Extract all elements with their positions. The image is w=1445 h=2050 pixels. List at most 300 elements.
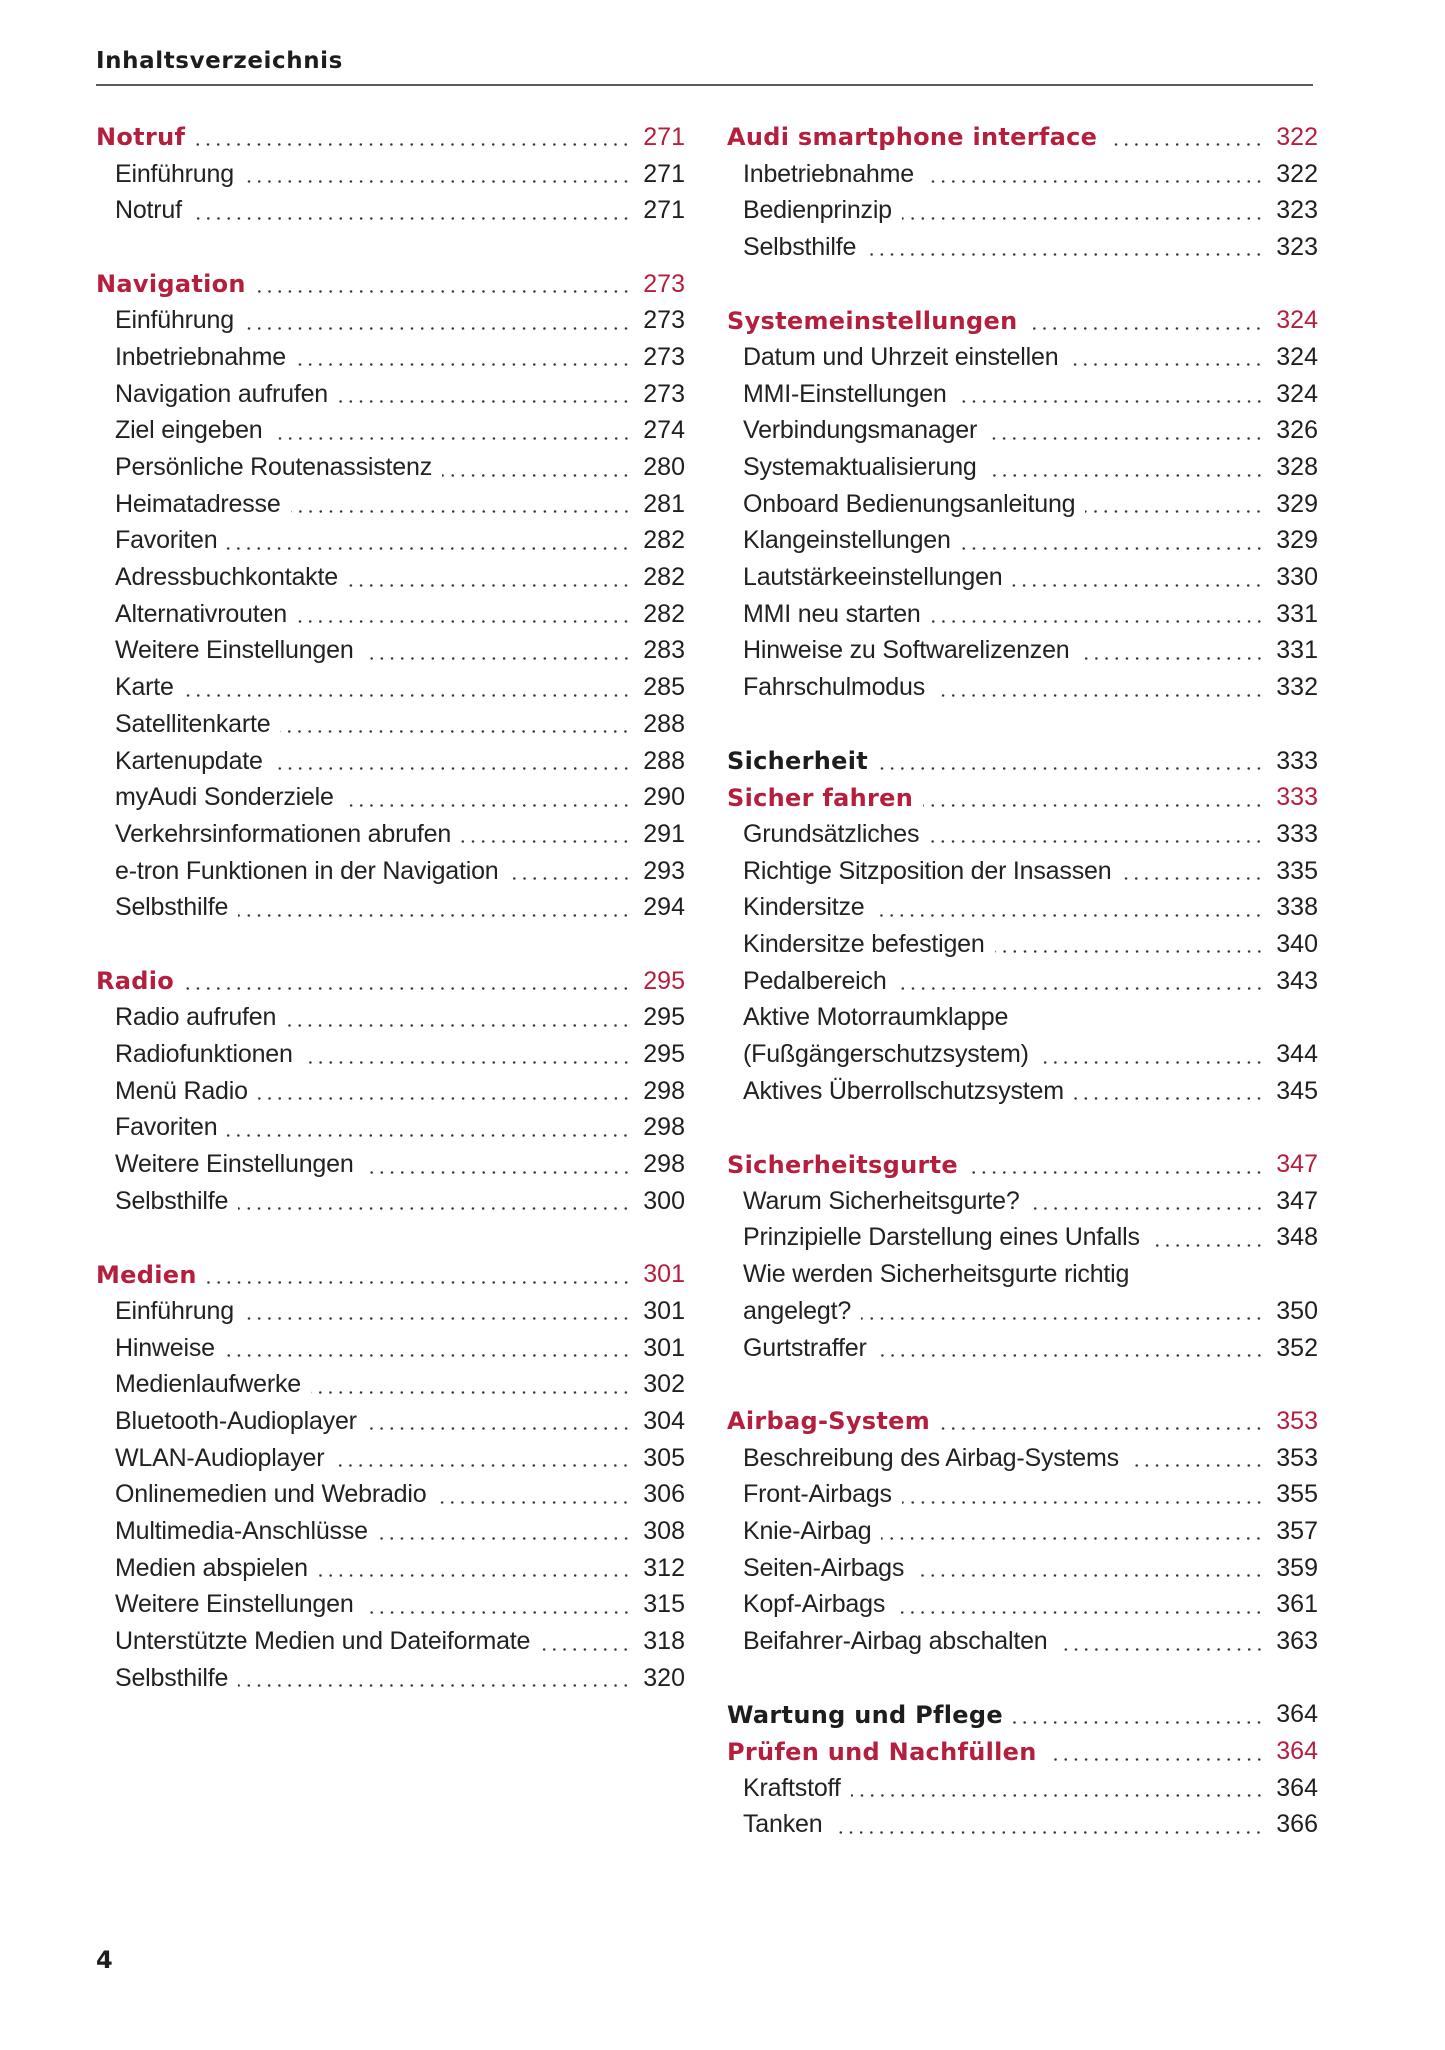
toc-entry[interactable] [96,1403,685,1440]
entry-title: Radio aufrufen [115,1003,277,1032]
toc-entry[interactable] [727,376,1318,413]
entry-title: Selbsthilfe [743,232,857,261]
toc-entry[interactable] [727,1550,1318,1587]
toc-entry[interactable] [96,596,685,633]
toc-entry[interactable] [96,706,685,743]
dot-leader [1139,1257,1264,1293]
entry-title: Lautstärkeeinstellungen [743,563,1003,592]
toc-entry[interactable] [727,816,1318,853]
entry-title: Adressbuchkontakte [115,563,338,592]
page-reference: 331 [1276,599,1318,628]
toc-entry[interactable] [96,1587,685,1624]
entry-title: Einführung [115,1296,234,1325]
dot-leader [291,486,631,522]
toc-section-heading[interactable] [96,266,685,303]
toc-entry[interactable] [96,633,685,670]
toc-section-heading[interactable] [96,1256,685,1293]
entry-title: Menü Radio [115,1076,248,1105]
toc-entry[interactable] [96,1110,685,1147]
dot-leader [184,670,631,706]
entry-title: WLAN-Audioplayer [115,1443,325,1472]
toc-entry[interactable] [727,1293,1318,1330]
page-reference: 343 [1276,966,1318,995]
toc-entry[interactable] [96,743,685,780]
toc-entry[interactable] [727,1476,1318,1513]
entry-title: angelegt? [743,1296,852,1325]
entry-title: Wie werden Sicherheitsgurte richtig [743,1260,1130,1289]
page-reference: 288 [643,709,685,738]
dot-leader [184,963,631,999]
dot-leader [968,1147,1264,1183]
entry-title: Gurtstraffer [743,1333,867,1362]
entry-title: Bluetooth-Audioplayer [115,1406,357,1435]
page-reference: 329 [1276,526,1318,555]
toc-entry[interactable] [727,1330,1318,1367]
toc-section-heading[interactable] [727,302,1318,339]
dot-leader [238,1183,631,1219]
page-reference: 295 [643,966,685,995]
spacer [727,1110,1318,1147]
page-reference: 328 [1276,453,1318,482]
toc-entry[interactable] [727,633,1318,670]
dot-leader [902,193,1264,229]
dot-leader [1085,486,1264,522]
page-reference: 305 [643,1443,685,1472]
toc-entry[interactable] [96,486,685,523]
dot-leader [238,1660,631,1696]
page-reference: 347 [1276,1150,1318,1179]
toc-entry[interactable] [96,1513,685,1550]
entry-title: Alternativrouten [115,599,287,628]
toc-entry[interactable] [96,1476,685,1513]
dot-leader [861,1293,1264,1329]
entry-title: Unterstützte Medien und Dateiformate [115,1627,531,1656]
page-reference: 323 [1276,232,1318,261]
page-reference: 295 [643,1040,685,1069]
toc-entry[interactable] [727,963,1318,1000]
entry-title: Notruf [115,196,182,225]
toc-entry[interactable] [96,1293,685,1330]
dot-leader [987,450,1264,486]
entry-title: Weitere Einstellungen [115,1150,354,1179]
entry-title: Ziel eingeben [115,416,263,445]
toc-entry[interactable] [96,889,685,926]
page-reference: 361 [1276,1590,1318,1619]
dot-leader [995,926,1264,962]
toc-entry[interactable] [96,1330,685,1367]
page-reference: 326 [1276,416,1318,445]
dot-leader [866,229,1264,265]
entry-title: Heimatadresse [115,489,281,518]
toc-section-heading[interactable] [727,779,1318,816]
entry-title: Grundsätzliches [743,819,920,848]
toc-entry[interactable] [96,1036,685,1073]
dot-leader [897,963,1264,999]
dot-leader [1039,1037,1264,1073]
page-reference: 353 [1276,1443,1318,1472]
dot-leader [207,1257,631,1293]
toc-entry[interactable] [727,596,1318,633]
dot-leader [1150,1220,1264,1256]
dot-leader [1080,633,1264,669]
toc-entry[interactable] [96,1183,685,1220]
dot-leader [227,1110,631,1146]
dot-leader [1013,1697,1264,1733]
toc-entry[interactable] [727,1036,1318,1073]
dot-leader [364,1147,631,1183]
page-reference: 315 [643,1590,685,1619]
entry-title: Weitere Einstellungen [115,1590,354,1619]
entry-title: Onlinemedien und Webradio [115,1480,427,1509]
page-reference: 352 [1276,1333,1318,1362]
dot-leader [1129,1440,1264,1476]
toc-section-heading[interactable] [727,1403,1318,1440]
dot-leader [436,1477,631,1513]
entry-title: Fahrschulmodus [743,673,926,702]
toc-entry[interactable] [96,1660,685,1697]
page-reference: 282 [643,599,685,628]
page-reference: 306 [643,1480,685,1509]
toc-entry[interactable] [727,1440,1318,1477]
entry-title: Datum und Uhrzeit einstellen [743,342,1059,371]
dot-leader [195,119,631,155]
dot-leader [902,1477,1264,1513]
entry-title: Systemaktualisierung [743,453,977,482]
page-reference: 333 [1276,819,1318,848]
toc-left-column [96,119,685,1697]
entry-title: Favoriten [115,1113,218,1142]
page-reference: 271 [643,122,685,151]
page-reference: 298 [643,1113,685,1142]
entry-title: Seiten-Airbags [743,1553,905,1582]
entry-title: Verbindungsmanager [743,416,978,445]
entry-title: Front-Airbags [743,1480,892,1509]
dot-leader [878,743,1264,779]
dot-leader [273,743,631,779]
entry-title: Pedalbereich [743,966,887,995]
entry-title: Verkehrsinformationen abrufen [115,819,452,848]
page-reference: 301 [643,1296,685,1325]
dot-leader [273,413,631,449]
page-reference: 350 [1276,1296,1318,1325]
dot-leader [258,1073,631,1109]
toc-entry[interactable] [96,1440,685,1477]
dot-leader [338,376,631,412]
toc-entry[interactable] [727,229,1318,266]
entry-title: Kindersitze [743,893,865,922]
dot-leader [334,1440,631,1476]
entry-title: Aktives Überrollschutzsystem [743,1076,1064,1105]
entry-title: Tanken [743,1810,823,1839]
dot-leader [1074,1073,1264,1109]
toc-entry[interactable] [96,339,685,376]
dot-leader [929,816,1264,852]
page-reference: 324 [1276,342,1318,371]
toc-entry[interactable] [96,853,685,890]
toc-entry[interactable] [727,1073,1318,1110]
section-title: Sicherheit [727,747,868,776]
dot-leader [509,853,631,889]
entry-title: Karte [115,673,174,702]
entry-title: myAudi Sonderziele [115,783,334,812]
page-reference: 329 [1276,489,1318,518]
toc-entry[interactable] [727,339,1318,376]
toc-entry[interactable] [727,1220,1318,1257]
entry-title: Medienlaufwerke [115,1370,301,1399]
entry-title: Inbetriebnahme [115,342,286,371]
page-reference: 344 [1276,1040,1318,1069]
page-reference: 294 [643,893,685,922]
page-reference: 301 [643,1333,685,1362]
dot-leader [244,1293,631,1329]
page-reference: 366 [1276,1810,1318,1839]
dot-leader [238,890,631,926]
dot-leader [877,1330,1264,1366]
toc-entry[interactable] [96,1623,685,1660]
toc-entry[interactable] [96,523,685,560]
page-reference: 323 [1276,196,1318,225]
spacer [96,229,685,266]
toc-section-heading[interactable] [727,1146,1318,1183]
section-title: Navigation [96,270,246,299]
dot-leader [1012,560,1264,596]
dot-leader [225,1330,631,1366]
entry-title: Beifahrer-Airbag abschalten [743,1627,1048,1656]
page-reference: 291 [643,819,685,848]
dot-leader [348,560,631,596]
toc-entry[interactable] [96,192,685,229]
entry-title: Einführung [115,306,234,335]
page-reference: 290 [643,783,685,812]
entry-title: Radiofunktionen [115,1040,293,1069]
page-reference: 318 [643,1627,685,1656]
toc-entry[interactable] [727,559,1318,596]
toc-entry[interactable] [727,156,1318,193]
dot-leader [367,1403,631,1439]
page-reference: 324 [1276,306,1318,335]
page-reference: 285 [643,673,685,702]
toc-entry[interactable] [96,1073,685,1110]
entry-title: Selbsthilfe [115,1186,229,1215]
dot-leader [940,1403,1264,1439]
toc-entry[interactable] [727,1587,1318,1624]
entry-title: Weitere Einstellungen [115,636,354,665]
dot-leader [957,376,1264,412]
page-reference: 320 [643,1663,685,1692]
dot-leader [378,1513,631,1549]
toc-entry[interactable] [96,1366,685,1403]
dot-leader [1047,1734,1264,1770]
page-header [96,46,1313,76]
dot-leader [286,1000,631,1036]
toc-entry[interactable] [727,449,1318,486]
entry-title: Richtige Sitzposition der Insassen [743,856,1112,885]
dot-leader [318,1550,631,1586]
page-reference: 324 [1276,379,1318,408]
page-reference: 300 [643,1186,685,1215]
toc-section-heading[interactable] [96,963,685,1000]
toc-entry[interactable] [727,1183,1318,1220]
toc-section-heading[interactable] [727,1733,1318,1770]
section-title: Wartung und Pflege [727,1700,1003,1729]
spacer [727,1366,1318,1403]
page-reference: 363 [1276,1627,1318,1656]
entry-title: Medien abspielen [115,1553,308,1582]
page-reference: 330 [1276,563,1318,592]
page-reference: 271 [643,159,685,188]
toc-entry[interactable] [96,376,685,413]
section-title: Sicherheitsgurte [727,1150,958,1179]
toc-entry[interactable] [727,853,1318,890]
toc-entry[interactable] [96,669,685,706]
page-reference: 312 [643,1553,685,1582]
entry-title: Bedienprinzip [743,196,892,225]
toc-entry[interactable] [96,779,685,816]
section-title: Sicher fahren [727,783,914,812]
toc-entry[interactable] [727,1513,1318,1550]
toc-entry[interactable] [96,816,685,853]
dot-leader [540,1624,631,1660]
entry-title: Kindersitze befestigen [743,929,985,958]
page-reference: 282 [643,526,685,555]
toc-entry[interactable] [96,413,685,450]
entry-title: Beschreibung des Airbag-Systems [743,1443,1119,1472]
entry-title: Aktive Motorraumklappe [743,1003,1009,1032]
toc-entry[interactable] [727,889,1318,926]
page-reference: 308 [643,1516,685,1545]
page-reference: 355 [1276,1480,1318,1509]
page-reference: 298 [643,1076,685,1105]
toc-entry[interactable] [727,486,1318,523]
toc-section-heading[interactable] [727,119,1318,156]
page-reference: 301 [643,1260,685,1289]
toc-entry[interactable] [727,1256,1318,1293]
entry-title: Klangeinstellungen [743,526,951,555]
dot-leader [935,670,1264,706]
page-reference: 322 [1276,122,1318,151]
toc-section-heading[interactable] [96,119,685,156]
section-title: Medien [96,1260,197,1289]
dot-leader [297,596,631,632]
dot-leader [987,413,1264,449]
section-title: Notruf [96,123,186,152]
entry-title: Inbetriebnahme [743,159,914,188]
entry-title: Einführung [115,159,234,188]
toc-entry[interactable] [727,413,1318,450]
dot-leader [256,266,631,302]
entry-title: Navigation aufrufen [115,379,329,408]
dot-leader [931,596,1264,632]
entry-title: e-tron Funktionen in der Navigation [115,856,499,885]
toc-entry[interactable] [96,449,685,486]
dot-leader [442,450,631,486]
section-title: Audi smartphone interface [727,123,1098,152]
dot-leader [881,1513,1264,1549]
toc-entry[interactable] [96,1146,685,1183]
toc-entry[interactable] [727,1807,1318,1844]
toc-right-column [727,119,1318,1843]
page-reference: 348 [1276,1223,1318,1252]
page-title: Inhaltsverzeichnis [96,48,343,74]
toc-entry[interactable] [727,1770,1318,1807]
entry-title: (Fußgängerschutzsystem) [743,1040,1029,1069]
toc-section-heading[interactable] [727,743,1318,780]
toc-entry[interactable] [727,926,1318,963]
toc-entry[interactable] [96,1550,685,1587]
dot-leader [1068,339,1264,375]
toc-entry[interactable] [96,302,685,339]
page-reference: 331 [1276,636,1318,665]
page-reference: 273 [643,342,685,371]
toc-entry[interactable] [727,1623,1318,1660]
page-reference: 273 [643,306,685,335]
toc-entry[interactable] [727,523,1318,560]
page-reference: 340 [1276,929,1318,958]
dot-leader [1107,119,1264,155]
dot-leader [895,1587,1264,1623]
dot-leader [296,339,631,375]
section-title: Radio [96,967,175,996]
toc-entry[interactable] [96,559,685,596]
page-reference: 347 [1276,1186,1318,1215]
entry-title: Selbsthilfe [115,1663,229,1692]
page-reference: 335 [1276,856,1318,885]
dot-leader [280,706,631,742]
toc-section-heading[interactable] [727,1697,1318,1734]
dot-leader [364,1587,631,1623]
dot-leader [1058,1624,1265,1660]
dot-leader [851,1770,1264,1806]
page-reference: 353 [1276,1406,1318,1435]
dot-leader [832,1807,1264,1843]
toc-entry[interactable] [96,156,685,193]
dot-leader [303,1037,631,1073]
page-reference: 338 [1276,893,1318,922]
page-reference: 333 [1276,746,1318,775]
page-reference: 304 [643,1406,685,1435]
entry-title: Satellitenkarte [115,709,271,738]
section-title: Prüfen und Nachfüllen [727,1737,1037,1766]
entry-title: Persönliche Routenassistenz [115,453,432,482]
dot-leader [344,780,631,816]
spacer [96,1220,685,1257]
dot-leader [244,303,631,339]
page-reference: 364 [1276,1700,1318,1729]
entry-title: MMI neu starten [743,599,921,628]
dot-leader [192,193,631,229]
dot-leader [1030,1183,1264,1219]
spacer [727,266,1318,303]
header-divider [96,84,1313,86]
dot-leader [244,156,631,192]
toc-entry[interactable] [727,669,1318,706]
page-reference: 332 [1276,673,1318,702]
toc-entry[interactable] [727,192,1318,229]
entry-title: Kraftstoff [743,1773,841,1802]
toc-entry[interactable] [96,1000,685,1037]
page-reference: 271 [643,196,685,225]
entry-title: Kopf-Airbags [743,1590,886,1619]
toc-entry[interactable] [727,1000,1318,1037]
dot-leader [874,890,1264,926]
page-reference: 273 [643,269,685,298]
page-reference: 281 [643,489,685,518]
page-reference: 322 [1276,159,1318,188]
spacer [96,926,685,963]
entry-title: MMI-Einstellungen [743,379,947,408]
page-reference: 273 [643,379,685,408]
entry-title: Prinzipielle Darstellung eines Unfalls [743,1223,1140,1252]
